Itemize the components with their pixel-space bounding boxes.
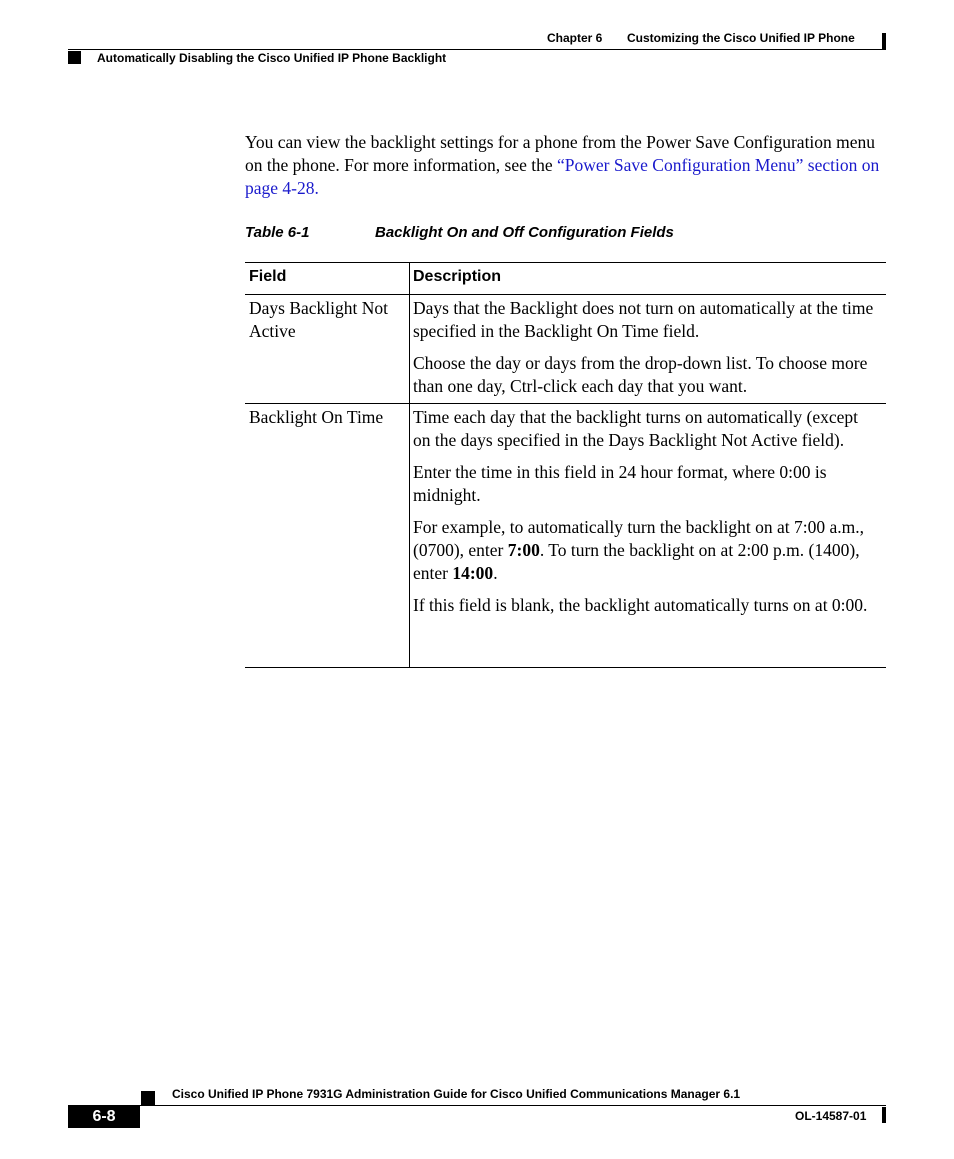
table-header-rule — [245, 294, 886, 295]
page-number: 6-8 — [68, 1106, 140, 1128]
table-bottom-rule — [245, 667, 886, 668]
intro-link-period: . — [314, 178, 319, 198]
row-days-backlight-description — [413, 297, 878, 407]
table-cell: If this field is blank, the backlight automatically turns on at 0:00. — [413, 595, 868, 615]
power-save-config-link[interactable]: “Power Save Configuration Menu” section on page 4-28 — [245, 155, 880, 198]
table-cell: Days that the Backlight does not turn on automatically at the time specified in the Backlight On Time field. — [413, 298, 874, 341]
row-backlight-on-time-field: Backlight On Time — [249, 407, 384, 427]
table-row-rule — [245, 403, 886, 404]
header-vertical-rule — [882, 33, 886, 49]
header-chapter-label: Chapter 6 — [547, 31, 603, 45]
row-backlight-on-time-description — [413, 406, 878, 626]
footer-rule — [68, 1105, 886, 1106]
table-header-field: Field — [249, 268, 287, 285]
header-rule — [68, 49, 886, 50]
header-marker — [68, 51, 81, 64]
header-chapter-title: Customizing the Cisco Unified IP Phone — [627, 31, 855, 45]
table-caption-number: Table 6-1 — [245, 224, 310, 241]
table-cell: Enter the time in this field in 24 hour format, where 0:00 is midnight. — [413, 462, 827, 505]
table-cell: Time each day that the backlight turns on automatically (except on the days specified in the Days Backlight Not Active field). — [413, 407, 858, 450]
footer-marker — [141, 1091, 155, 1105]
table-cell: For example, to automatically turn the backlight on at 7:00 a.m., (0700), enter 7:00. To turn the backlight on at 2:00 p.m. (1400), enter 14:00. — [413, 517, 865, 583]
table-header-description: Description — [413, 268, 502, 285]
table-cell: Choose the day or days from the drop-down list. To choose more than one day, Ctrl-click each day that you want. — [413, 353, 868, 396]
intro-paragraph — [245, 131, 885, 200]
row-days-backlight-field: Days Backlight Not Active — [249, 298, 389, 341]
footer-doc-number: OL-14587-01 — [795, 1109, 867, 1123]
table-caption-title: Backlight On and Off Configuration Fields — [375, 224, 674, 241]
footer-vertical-rule — [882, 1107, 886, 1123]
table-column-divider — [409, 262, 410, 668]
footer-guide-title: Cisco Unified IP Phone 7931G Administration Guide for Cisco Unified Communications Manager 6.1 — [172, 1087, 741, 1101]
intro-text: You can view the backlight settings for a phone from the Power Save Configuration menu on the phone. For more information, see the — [245, 132, 876, 175]
header-section-title: Automatically Disabling the Cisco Unified IP Phone Backlight — [97, 51, 447, 65]
table-top-rule — [245, 262, 886, 263]
